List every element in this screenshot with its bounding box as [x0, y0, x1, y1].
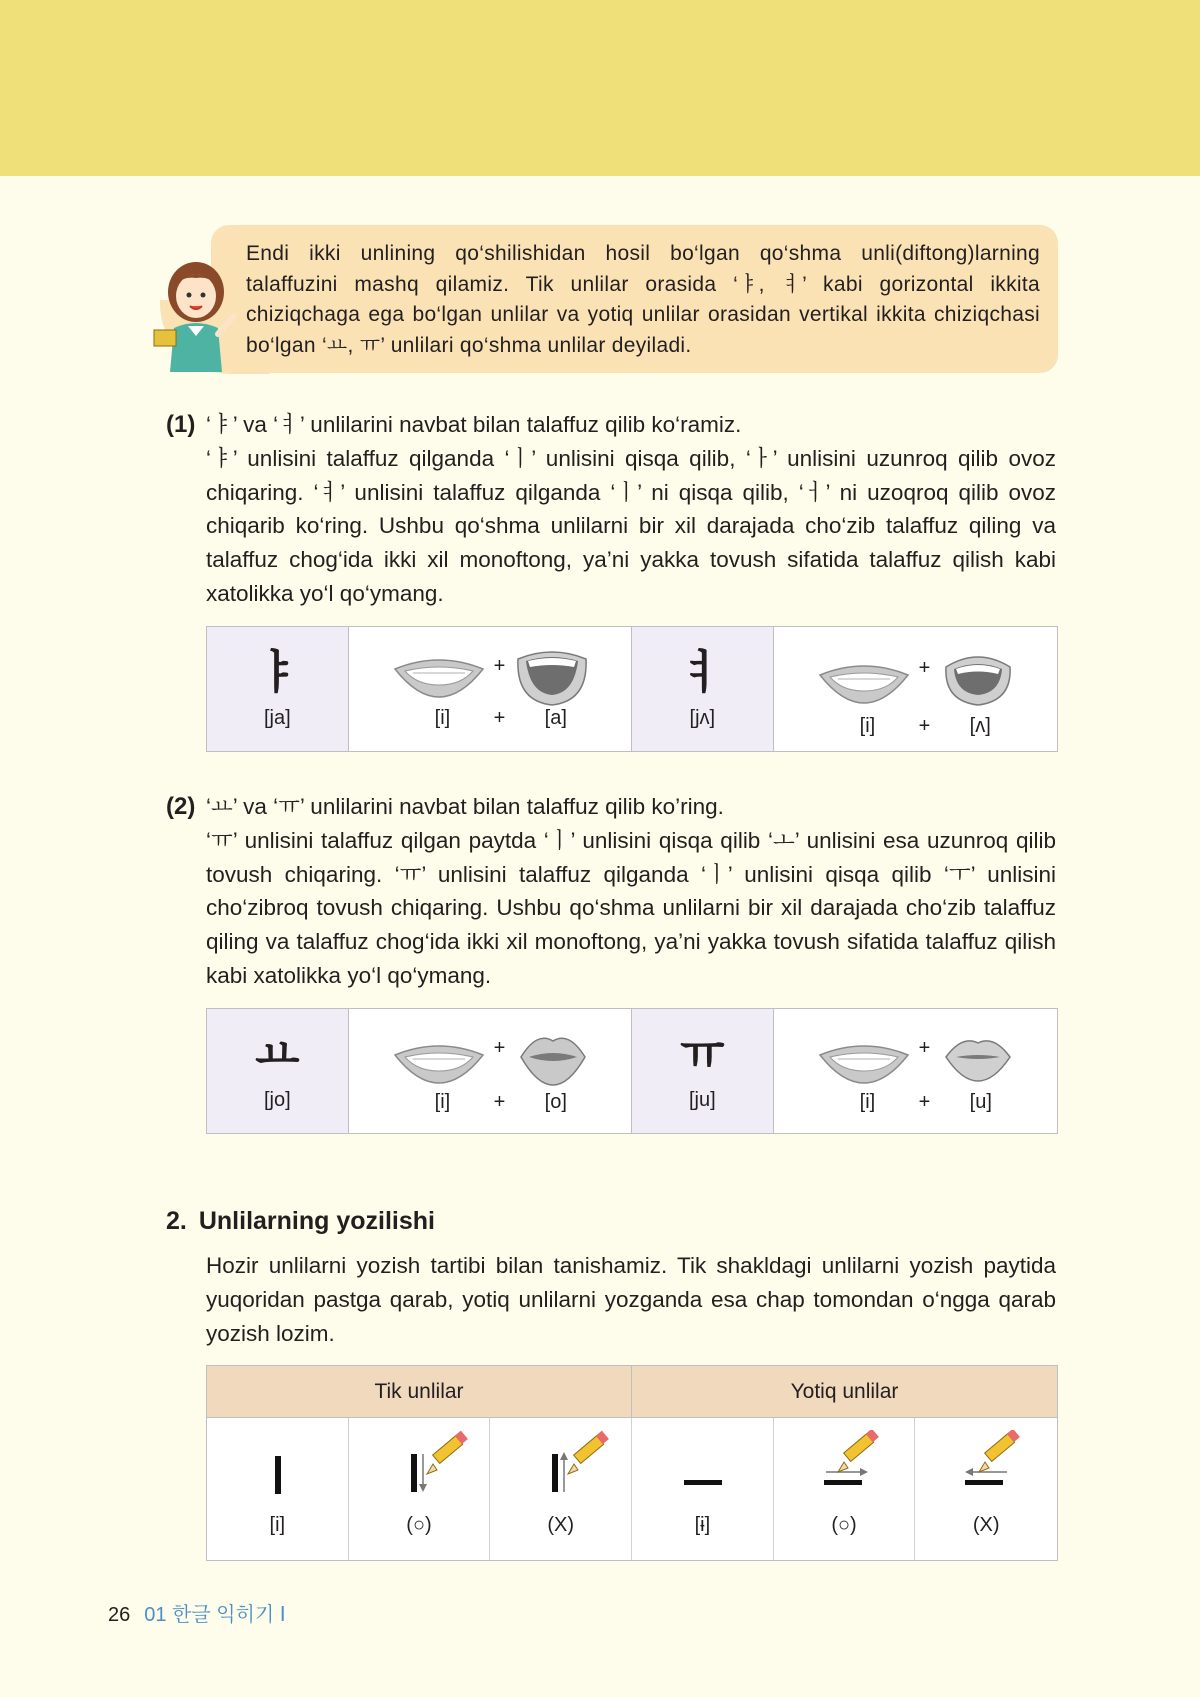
part-label-o: [o] [544, 1091, 567, 1113]
vowel-ipa: [ja] [263, 707, 291, 729]
part-label-i: [i] [434, 1091, 451, 1113]
cell-vertical-stroke [207, 1418, 349, 1560]
section2-body: ‘ㅠ’ unlisini talaffuz qilgan paytda ‘ㅣ’ unlisini qisqa qilib ‘ㅗ’ unlisini esa uzunroq qilib tovush chiqaring. ‘ㅠ’ unlisini talaffuz qilganda ‘ㅣ’ unlisini qisqa qilib ‘ㅜ’ unlisini cho‘zibroq tovush chiqaring. Ushbu qo‘shma unlilarni bir xil darajada cho‘zib talaffuz qiling va talaffuz chog‘ida ikki xil monoftong, ya’ni yakka tovush sifatida talaffuz qilish kabi xatolikka yo‘l qo‘ymang. [206, 827, 1056, 988]
part-label-i: [i] [859, 715, 876, 737]
plus-sign-lower: + [493, 707, 506, 729]
writing-table-row [207, 1418, 1057, 1560]
part-label-i: [i] [859, 1091, 876, 1113]
plus-sign: + [493, 655, 506, 677]
letter-cell-yeo [632, 627, 774, 751]
cell-label: [ɨ] [694, 1514, 711, 1536]
part-label-i: [i] [434, 707, 451, 729]
cell-vertical-correct [349, 1418, 491, 1560]
pursed-lips-icon [942, 1031, 1014, 1083]
part-label-eo: [ʌ] [969, 715, 991, 737]
vowel-glyph: ㅠ [680, 1027, 725, 1081]
letter-cell-yo [207, 1009, 349, 1133]
writing-section-heading: Unlilarning yozilishi [198, 1207, 435, 1235]
smile-mouth-icon [391, 651, 487, 699]
part-label-u: [u] [969, 1091, 992, 1113]
writing-table-header [207, 1366, 1057, 1418]
cell-horizontal-wrong [915, 1418, 1057, 1560]
intro-text: Endi ikki unlining qo‘shilishidan hosil bo‘lgan qo‘shma unli(diftong)larning talaffuzini mashq qilamiz. Tik unlilar orasida ‘ㅑ, ㅕ’ kabi gorizontal ikkita chiziqchaga ega bo‘lgan unlilar va yotiq unlilar orasidan vertikal ikkita chiziqchasi bo‘lgan ‘ㅛ, ㅠ’ unlilari qo‘shma unlilar deyiladi. [246, 242, 1040, 357]
cell-vertical-wrong [490, 1418, 632, 1560]
vowel-glyph: ㅕ [680, 645, 725, 699]
pencil-up-stroke-icon [490, 1430, 632, 1510]
cell-label: [i] [269, 1514, 286, 1536]
combo-cell-i-u [774, 1009, 1057, 1133]
plus-sign-lower: + [918, 1091, 931, 1113]
section1-number: (1) [166, 411, 196, 438]
horizontal-stroke-icon [632, 1430, 774, 1510]
pencil-right-stroke-icon [774, 1430, 916, 1510]
section1-body: ‘ㅑ’ unlisini talaffuz qilganda ‘ㅣ’ unlisini qisqa qilib, ‘ㅏ’ unlisini uzunroq qilib ovoz chiqaring. ‘ㅕ’ unlisini talaffuz qilganda ‘ㅣ’ ni qisqa qilib, ‘ㅓ’ ni uzoqroq qilib ovoz chiqarib ko‘ring. Ushbu qo‘shma unlilarni bir xil darajada cho‘zib talaffuz qiling va talaffuz chog‘ida ikki xil monoftong, ya’ni yakka tovush sifatida talaffuz qilish kabi xatolikka yo‘l qo‘ymang. [206, 445, 1056, 606]
vertical-stroke-icon [207, 1430, 349, 1510]
combo-cell-i-o [349, 1009, 632, 1133]
section2-number: (2) [166, 793, 196, 820]
section2-paragraph [206, 790, 1056, 993]
pencil-down-stroke-icon [349, 1430, 491, 1510]
cell-label: (X) [547, 1514, 575, 1536]
combo-cell-i-a [349, 627, 632, 751]
vowel-glyph: ㅛ [255, 1027, 300, 1081]
half-open-mouth-icon [942, 647, 1014, 707]
combo-cell-i-eo [774, 627, 1057, 751]
cell-label: (X) [972, 1514, 1000, 1536]
vowel-ipa: [jʌ] [689, 707, 716, 729]
writing-paragraph: Hozir unlilarni yozish tartibi bilan tanishamiz. Tik shakldagi unlilarni yozish paytida yuqoridan pastga qarab, yotiq unlilarni yozganda esa chap tomondan o‘ngga qarab yozish lozim. [206, 1253, 1056, 1346]
writing-section-number: 2. [166, 1207, 187, 1235]
smile-mouth-icon [391, 1037, 487, 1085]
rounded-lips-icon [517, 1027, 589, 1087]
section1-paragraph [206, 408, 1056, 611]
vowel-ipa: [ju] [688, 1089, 716, 1111]
page-number: 26 [108, 1604, 131, 1626]
smile-mouth-icon [816, 657, 912, 705]
chapter-label: 01 한글 익히기 Ⅰ [144, 1604, 286, 1626]
plus-sign-lower: + [493, 1091, 506, 1113]
vowel-ipa: [jo] [263, 1089, 291, 1111]
plus-sign: + [918, 1037, 931, 1059]
plus-sign: + [493, 1037, 506, 1059]
teacher-illustration-icon [152, 256, 242, 372]
plus-sign: + [918, 657, 931, 679]
letter-cell-ya [207, 627, 349, 751]
part-label-a: [a] [544, 707, 567, 729]
open-mouth-icon [514, 645, 590, 707]
writing-section-title [166, 1207, 447, 1236]
letter-cell-yu [632, 1009, 774, 1133]
header-horizontal-vowels: Yotiq unlilar [790, 1380, 899, 1403]
header-vertical-vowels: Tik unlilar [207, 1366, 632, 1417]
writing-order-table [206, 1365, 1058, 1561]
smile-mouth-icon [816, 1037, 912, 1085]
pencil-left-stroke-icon [915, 1430, 1057, 1510]
cell-horizontal-stroke [632, 1418, 774, 1560]
cell-label: (○) [831, 1514, 857, 1536]
intro-speech-bubble [211, 225, 1058, 373]
section1-sound-table [206, 626, 1058, 752]
section1-intro-line: ‘ㅑ’ va ‘ㅕ’ unlilarini navbat bilan talaffuz qilib ko‘ramiz. [206, 412, 742, 437]
section2-sound-table [206, 1008, 1058, 1134]
section2-intro-line: ‘ㅛ’ va ‘ㅠ’ unlilarini navbat bilan talaffuz qilib ko’ring. [206, 794, 724, 819]
plus-sign-lower: + [918, 715, 931, 737]
top-color-band [0, 0, 1200, 176]
page-footer [108, 1598, 286, 1627]
vowel-glyph: ㅑ [255, 645, 300, 699]
cell-label: (○) [406, 1514, 432, 1536]
cell-horizontal-correct [774, 1418, 916, 1560]
